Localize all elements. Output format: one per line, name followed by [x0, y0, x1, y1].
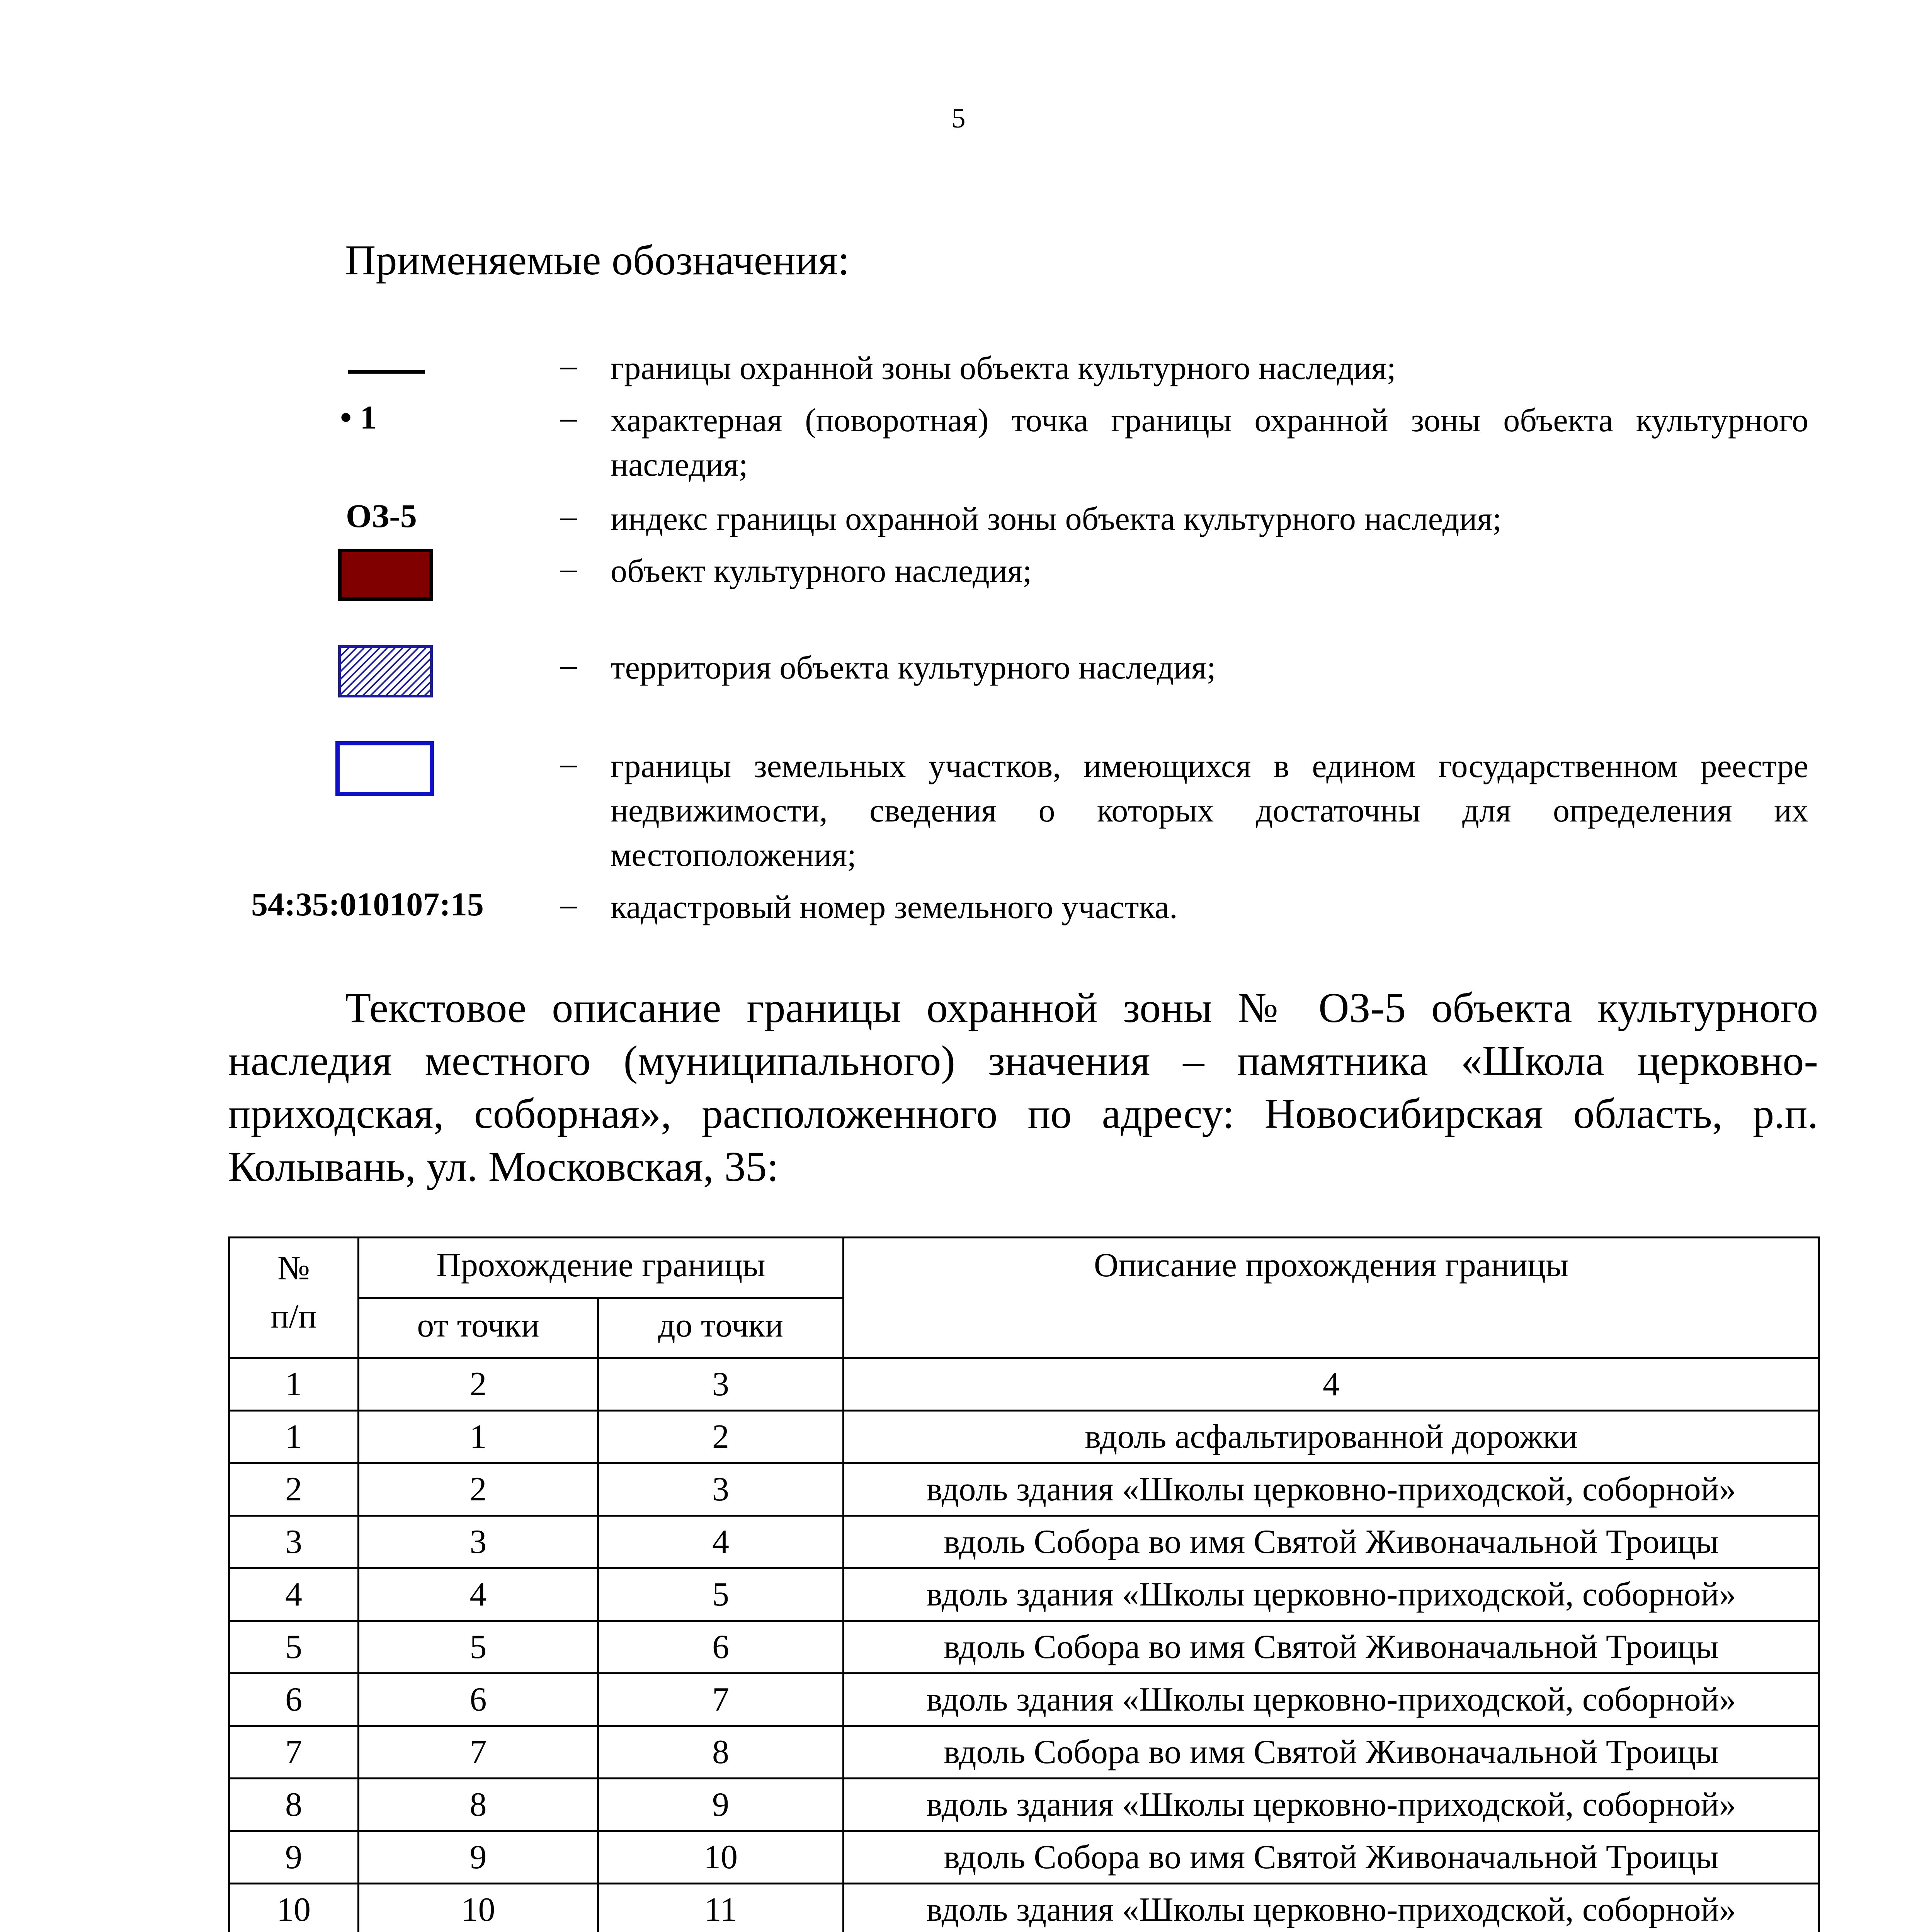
legend-text-land-plots: границы земельных участков, имеющихся в едином государственном реестре недвижимости, сведения о которых достаточны для определения их местоположения;	[611, 747, 1808, 873]
cell-to: 6	[598, 1621, 844, 1673]
cell-from: 3	[359, 1516, 598, 1568]
legend-text-boundary: границы охранной зоны объекта культурного наследия;	[611, 349, 1396, 386]
table-row	[229, 1621, 1819, 1673]
cell-num: 5	[229, 1621, 359, 1673]
table-row	[229, 1673, 1819, 1726]
cell-desc: вдоль Собора во имя Святой Живоначальной Троицы	[844, 1516, 1819, 1568]
index-symbol: ОЗ-5	[346, 497, 417, 534]
land-plot-boundary-symbol	[335, 741, 434, 796]
table-row	[229, 1884, 1819, 1932]
cell-desc: вдоль здания «Школы церковно-приходской, соборной»	[844, 1779, 1819, 1831]
header-from: от точки	[359, 1298, 598, 1358]
point-symbol: • 1	[340, 399, 377, 436]
table-row	[229, 1779, 1819, 1831]
legend-dash: –	[560, 497, 577, 534]
heritage-territory-symbol	[338, 645, 433, 697]
cell-to: 4	[598, 1516, 844, 1568]
legend-dash: –	[560, 347, 577, 384]
cell-from: 9	[359, 1831, 598, 1884]
legend-dash: –	[560, 399, 577, 436]
cell-from: 6	[359, 1673, 598, 1726]
header-to: до точки	[598, 1298, 844, 1358]
cell-to: 11	[598, 1884, 844, 1932]
cell-to: 9	[598, 1779, 844, 1831]
legend-text-point: характерная (поворотная) точка границы охранной зоны объекта культурного наследия;	[611, 401, 1808, 483]
cell-to: 10	[598, 1831, 844, 1884]
table-row	[229, 1726, 1819, 1779]
column-number: 2	[359, 1358, 598, 1411]
legend-text-cadastral: кадастровый номер земельного участка.	[611, 888, 1178, 925]
cell-desc: вдоль здания «Школы церковно-приходской, соборной»	[844, 1463, 1819, 1516]
header-desc: Описание прохождения границы	[844, 1238, 1819, 1358]
cell-to: 5	[598, 1568, 844, 1621]
column-number: 1	[229, 1358, 359, 1411]
cell-num: 7	[229, 1726, 359, 1779]
table-row	[229, 1411, 1819, 1463]
cell-from: 5	[359, 1621, 598, 1673]
cell-num: 3	[229, 1516, 359, 1568]
boundary-line-symbol	[348, 370, 425, 374]
legend-text-territory: территория объекта культурного наследия;	[611, 649, 1216, 686]
cell-num: 9	[229, 1831, 359, 1884]
cell-num: 6	[229, 1673, 359, 1726]
cell-num: 8	[229, 1779, 359, 1831]
table-row	[229, 1463, 1819, 1516]
cell-desc: вдоль асфальтированной дорожки	[844, 1411, 1819, 1463]
cell-desc: вдоль здания «Школы церковно-приходской, соборной»	[844, 1673, 1819, 1726]
legend-title: Применяемые обозначения:	[345, 236, 850, 284]
cell-from: 8	[359, 1779, 598, 1831]
page-number: 5	[951, 103, 966, 134]
cadastral-number-symbol: 54:35:010107:15	[251, 886, 484, 923]
header-num: № п/п	[229, 1238, 359, 1358]
column-number: 4	[844, 1358, 1819, 1411]
cell-from: 7	[359, 1726, 598, 1779]
cell-num: 2	[229, 1463, 359, 1516]
cell-desc: вдоль Собора во имя Святой Живоначальной Троицы	[844, 1831, 1819, 1884]
column-number: 3	[598, 1358, 844, 1411]
cell-to: 8	[598, 1726, 844, 1779]
legend-dash: –	[560, 549, 577, 587]
cell-num: 10	[229, 1884, 359, 1932]
legend-dash: –	[560, 745, 577, 782]
legend-text-index: индекс границы охранной зоны объекта культурного наследия;	[611, 500, 1502, 537]
legend-text-object: объект культурного наследия;	[611, 552, 1032, 589]
boundary-description: Текстовое описание границы охранной зоны № ОЗ-5 объекта культурного наследия местного (муниципального) значения – памятника «Школа церковно-приходская, соборная», расположенного по адресу: Новосибирская область, р.п. Колывань, ул. Московская, 35:	[228, 984, 1818, 1190]
legend-dash: –	[560, 886, 577, 923]
cell-from: 4	[359, 1568, 598, 1621]
heritage-object-symbol	[338, 549, 433, 601]
cell-num: 1	[229, 1411, 359, 1463]
cell-to: 7	[598, 1673, 844, 1726]
cell-to: 3	[598, 1463, 844, 1516]
cell-num: 4	[229, 1568, 359, 1621]
table-row	[229, 1568, 1819, 1621]
hatch-pattern-icon	[341, 648, 433, 697]
table-row	[229, 1516, 1819, 1568]
boundary-table	[228, 1236, 1820, 1932]
cell-desc: вдоль здания «Школы церковно-приходской, соборной»	[844, 1568, 1819, 1621]
legend-dash: –	[560, 646, 577, 683]
header-passage: Прохождение границы	[359, 1238, 844, 1298]
cell-desc: вдоль здания «Школы церковно-приходской, соборной»	[844, 1884, 1819, 1932]
cell-desc: вдоль Собора во имя Святой Живоначальной Троицы	[844, 1726, 1819, 1779]
table-row	[229, 1831, 1819, 1884]
cell-desc: вдоль Собора во имя Святой Живоначальной Троицы	[844, 1621, 1819, 1673]
cell-from: 2	[359, 1463, 598, 1516]
cell-from: 10	[359, 1884, 598, 1932]
cell-from: 1	[359, 1411, 598, 1463]
cell-to: 2	[598, 1411, 844, 1463]
